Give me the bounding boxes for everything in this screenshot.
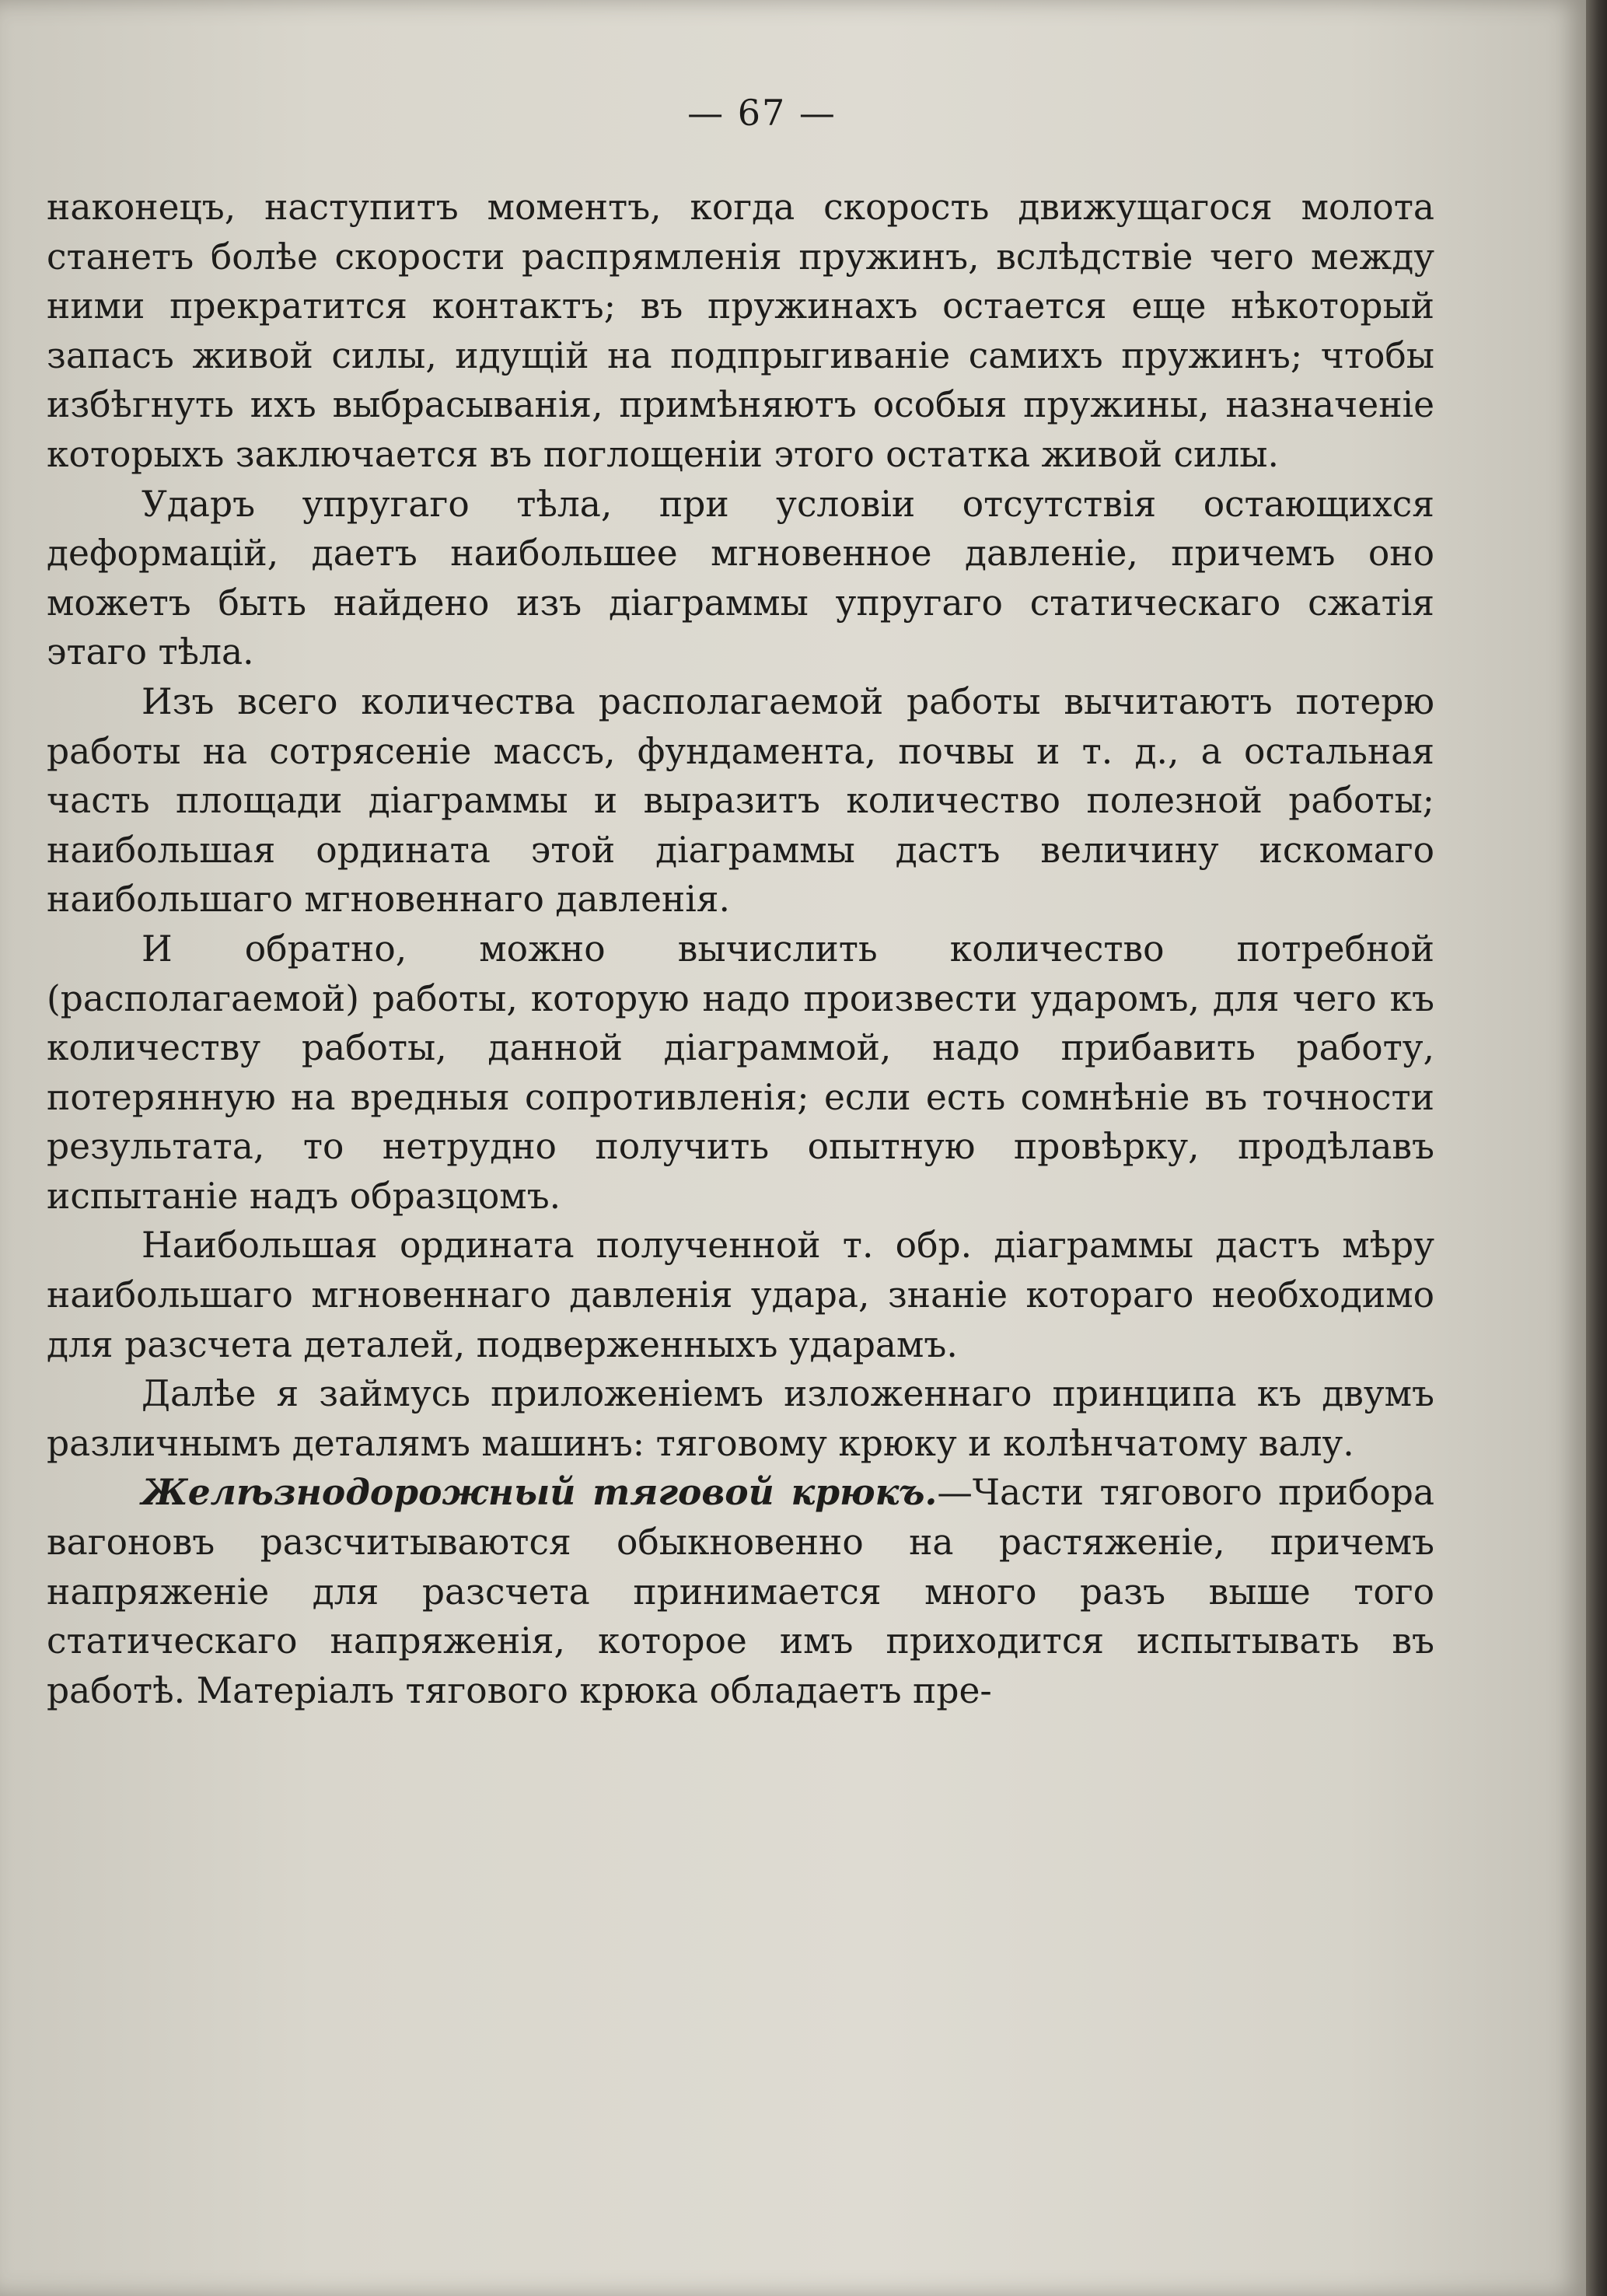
paragraph: [47, 1468, 1434, 1715]
paragraph: [47, 924, 1434, 1221]
paragraph-text: Ударъ упругаго тѣла, при условіи отсутствія остающихся деформацій, даетъ наибольшее мгновенное давленіе, причемъ оно можетъ быть найдено изъ діаграммы упругаго статическаго сжатія этаго тѣла.: [47, 483, 1434, 673]
paragraph-text: —Части тягового прибора вагоновъ разсчитываются обыкновенно на растяженіе, причемъ напряженіе для разсчета принимается много разъ выше того статическаго напряженія, которое имъ приходится испытывать въ работѣ. Матеріалъ тягового крюка обладаетъ пре-: [47, 1472, 1434, 1711]
paragraph: [47, 677, 1434, 924]
section-title: Желѣзнодорожный тяговой крюкъ.: [141, 1471, 938, 1514]
paragraph-text: И обратно, можно вычислить количество потребной (располагаемой) работы, которую надо произвести ударомъ, для чего къ количеству работы, данной діаграммой, надо прибавить работу, потерянную на вредныя сопротивленія; если есть сомнѣніе въ точности результата, то нетрудно получить опытную провѣрку, продѣлавъ испытаніе надъ образцомъ.: [47, 928, 1434, 1217]
paragraph-text: Наибольшая ордината полученной т. обр. діаграммы дастъ мѣру наибольшаго мгновеннаго давленія удара, знаніе котораго необходимо для разсчета деталей, подверженныхъ ударамъ.: [47, 1225, 1434, 1365]
body-text: [47, 183, 1434, 1715]
page-number: — 67 —: [687, 92, 837, 134]
paragraph-text: Изъ всего количества располагаемой работы вычитаютъ потерю работы на сотрясеніе массъ, фундамента, почвы и т. д., а остальная часть площади діаграммы и выразитъ количество полезной работы; наибольшая ордината этой діаграммы дастъ величину искомаго наибольшаго мгновеннаго давленія.: [47, 680, 1434, 921]
paragraph: [47, 1221, 1434, 1369]
page-edge: [1586, 0, 1607, 2296]
paragraph: [47, 480, 1434, 677]
paragraph-text: наконецъ, наступитъ моментъ, когда скорость движущагося молота станетъ болѣе скорости распрямленія пружинъ, вслѣдствіе чего между ними прекратится контактъ; въ пружинахъ остается еще нѣкоторый запасъ живой силы, идущій на подпрыгиваніе самихъ пружинъ; чтобы избѣгнуть ихъ выбрасыванія, примѣняютъ особыя пружины, назначеніе которыхъ заключается въ поглощеніи этого остатка живой силы.: [47, 187, 1434, 475]
paragraph-text: Далѣе я займусь приложеніемъ изложеннаго принципа къ двумъ различнымъ деталямъ машинъ: тяговому крюку и колѣнчатому валу.: [47, 1373, 1434, 1464]
paragraph: [47, 183, 1434, 480]
paragraph: [47, 1369, 1434, 1468]
